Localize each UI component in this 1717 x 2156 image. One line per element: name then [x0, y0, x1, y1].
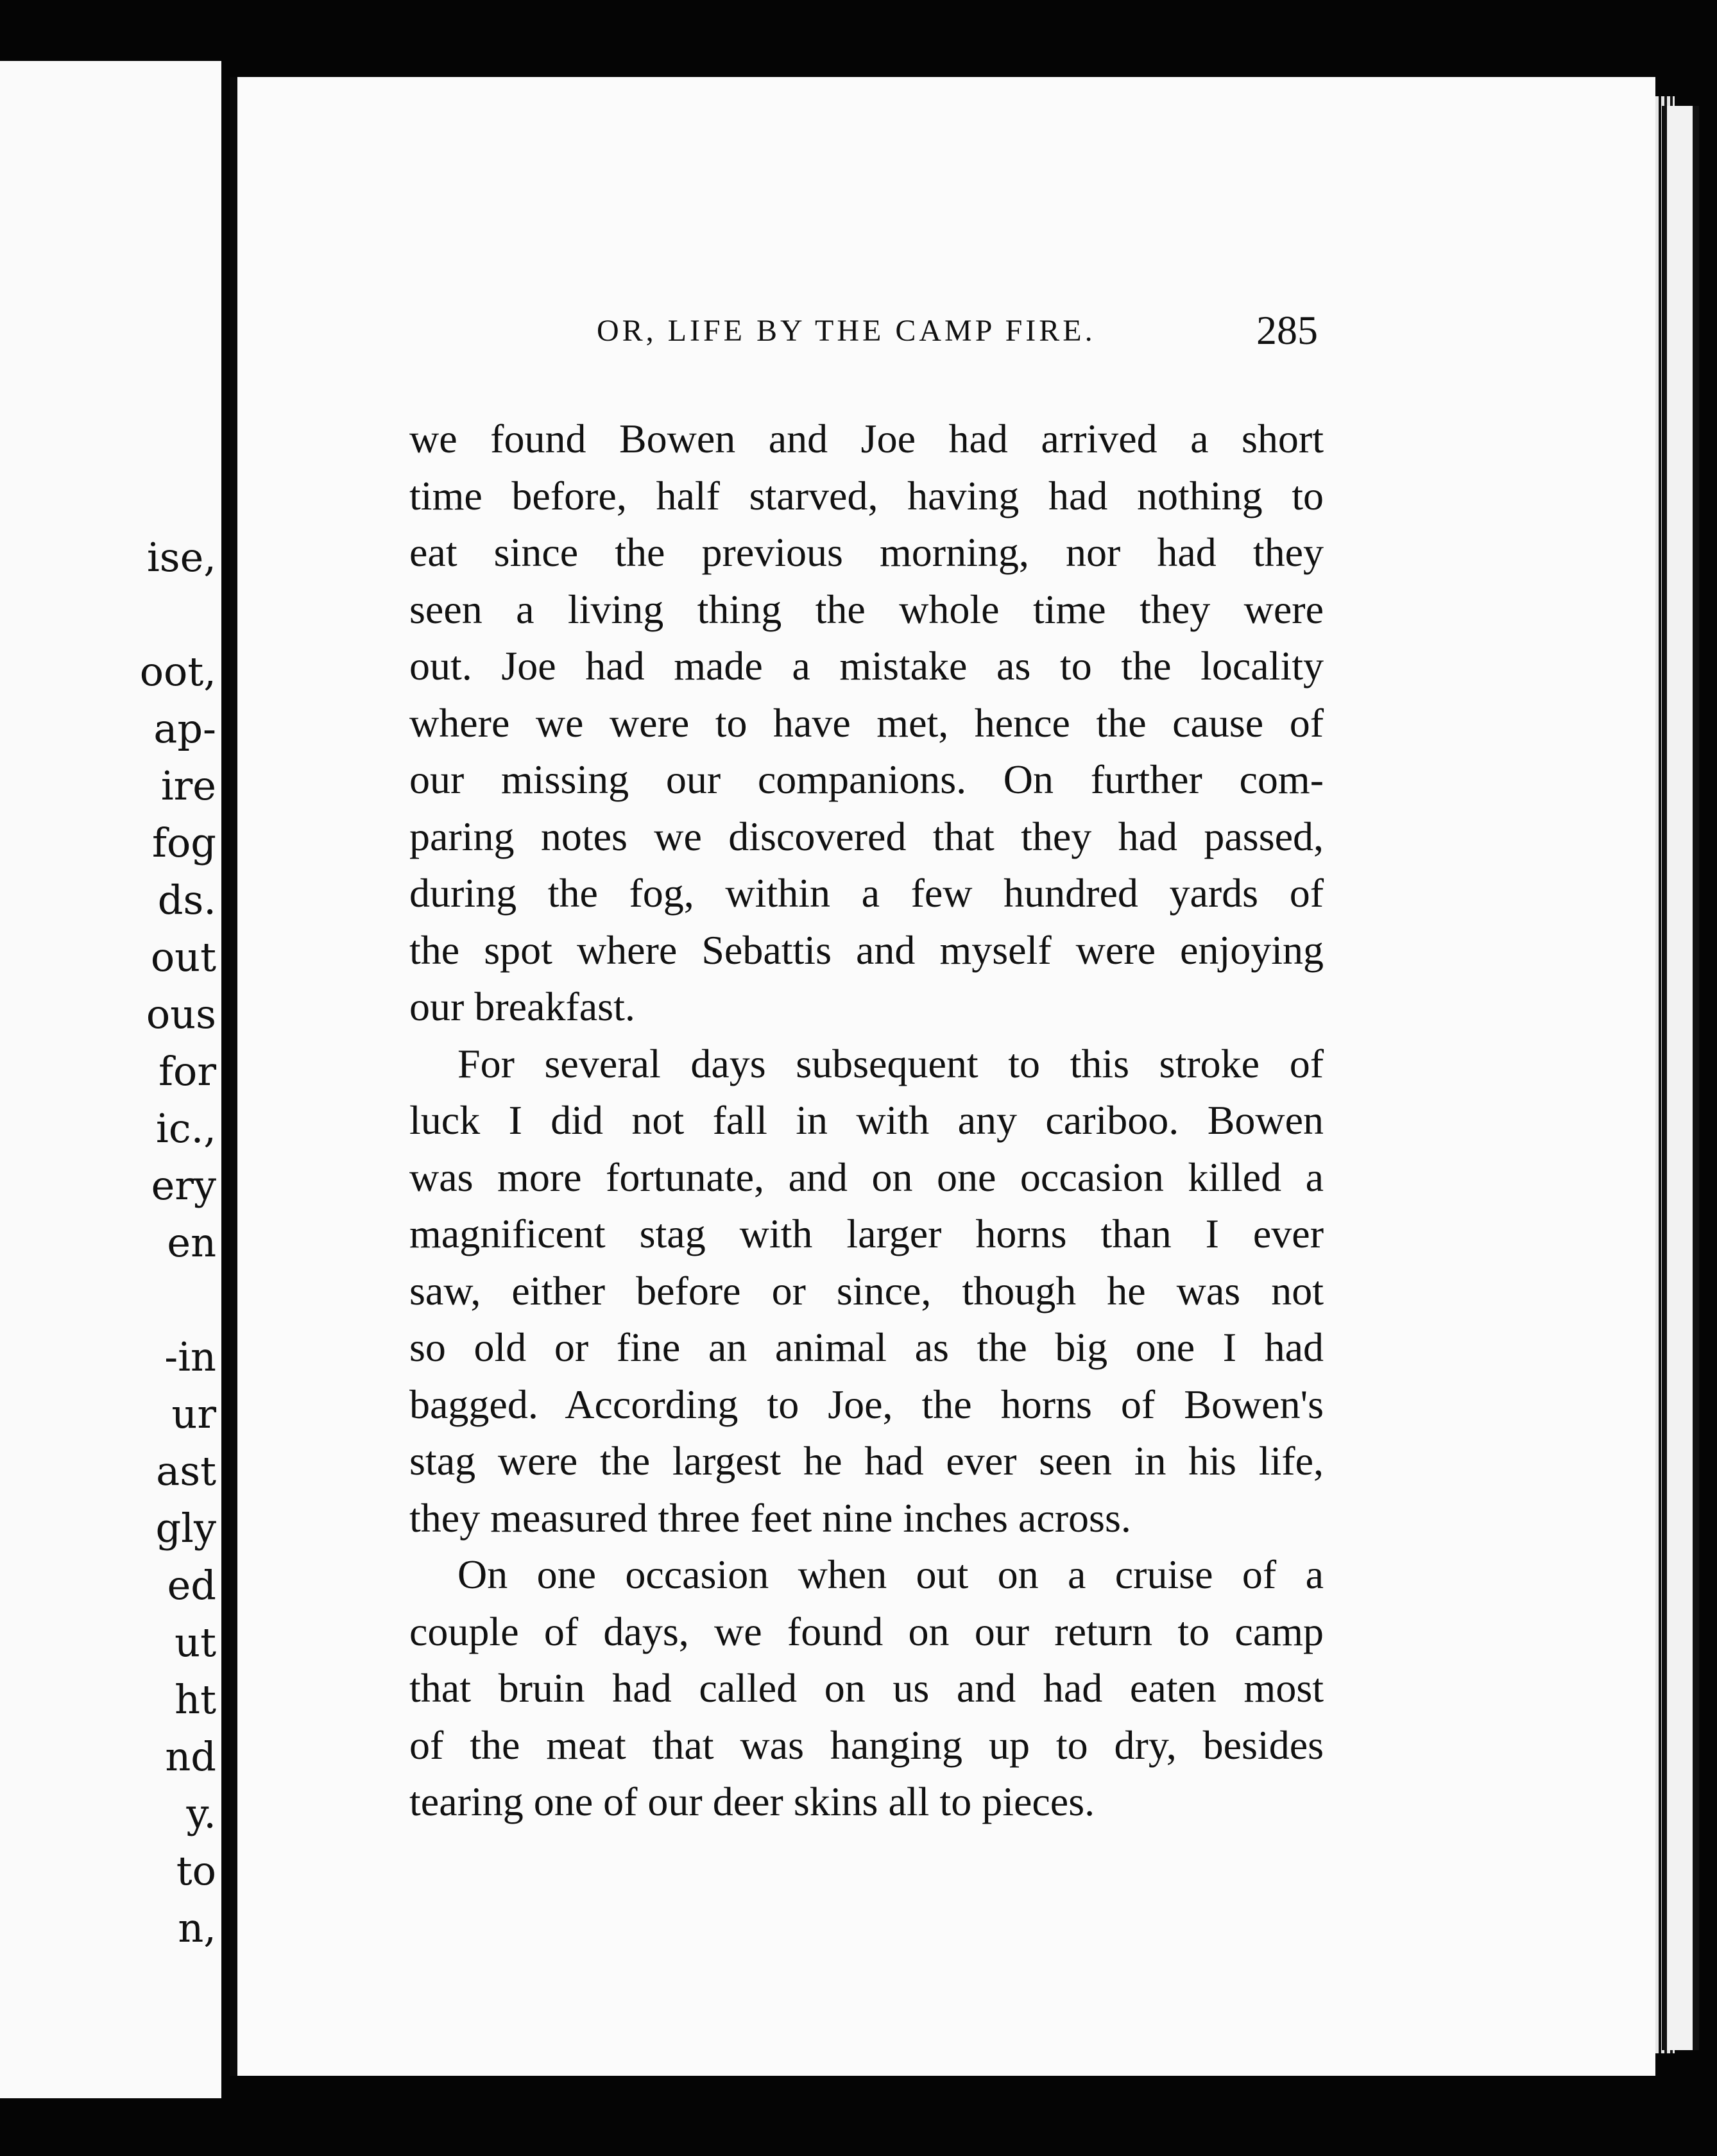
facing-line: oot, — [139, 648, 216, 695]
text-line: time before, half starved, having had nothing to — [409, 472, 1324, 518]
facing-line: ous — [146, 991, 216, 1038]
paragraph — [409, 1036, 1324, 1547]
facing-line: ut — [175, 1619, 216, 1666]
text-line: during the fog, within a few hundred yards of — [409, 870, 1324, 916]
facing-line: to — [176, 1847, 216, 1894]
text-line: eat since the previous morning, nor had they — [409, 529, 1324, 575]
facing-line: ed — [167, 1562, 216, 1609]
text-line: they measured three feet nine inches across. — [409, 1494, 1131, 1541]
facing-page — [0, 61, 221, 2098]
facing-line: ic., — [156, 1105, 216, 1152]
paragraph — [409, 411, 1324, 1036]
text-line: luck I did not fall in with any cariboo. Bowen — [409, 1097, 1324, 1143]
facing-line: out — [150, 934, 216, 980]
text-line: of the meat that was hanging up to dry, besides — [409, 1722, 1324, 1768]
paragraph — [409, 1546, 1324, 1831]
facing-line: for — [158, 1048, 216, 1095]
text-line: we found Bowen and Joe had arrived a short — [409, 416, 1324, 461]
text-line: saw, either before or since, though he was not — [409, 1267, 1324, 1313]
facing-page-text — [96, 472, 216, 2014]
text-line: so old or fine an animal as the big one I had — [409, 1324, 1324, 1370]
text-line: tearing one of our deer skins all to pieces. — [409, 1779, 1095, 1824]
facing-line: ise, — [146, 534, 216, 581]
facing-line: ire — [160, 762, 216, 809]
facing-line: ery — [151, 1162, 216, 1209]
text-line: our missing our companions. On further com- — [409, 757, 1324, 802]
text-line: magnificent stag with larger horns than I ever — [409, 1211, 1324, 1256]
text-line: bagged. According to Joe, the horns of Bowen's — [409, 1381, 1324, 1427]
facing-line: -in — [164, 1333, 216, 1380]
page-number: 285 — [1256, 307, 1318, 353]
body-text — [409, 411, 1324, 1831]
text-line: was more fortunate, and on one occasion killed a — [409, 1154, 1324, 1200]
text-line: stag were the largest he had ever seen in his life, — [409, 1438, 1324, 1484]
facing-line: ht — [175, 1676, 216, 1723]
text-line: For several days subsequent to this stroke of — [457, 1040, 1324, 1086]
text-line: couple of days, we found on our return to camp — [409, 1608, 1324, 1654]
facing-line: ap- — [153, 705, 216, 752]
facing-line: y. — [186, 1790, 216, 1837]
text-line: seen a living thing the whole time they were — [409, 586, 1324, 632]
text-line: out. Joe had made a mistake as to the locality — [409, 643, 1324, 689]
facing-line: ur — [171, 1390, 216, 1437]
text-line: the spot where Sebattis and myself were enjoying — [409, 927, 1324, 973]
page-edge-strip — [1662, 106, 1699, 2050]
facing-line: n, — [178, 1904, 216, 1951]
facing-line: en — [167, 1219, 216, 1266]
running-head: OR, LIFE BY THE CAMP FIRE. — [597, 314, 1096, 348]
text-line: our breakfast. — [409, 984, 635, 1029]
text-line: paring notes we discovered that they had passed, — [409, 813, 1324, 859]
text-line: that bruin had called on us and had eaten most — [409, 1665, 1324, 1711]
facing-line: nd — [165, 1733, 216, 1780]
facing-line: ds. — [157, 877, 216, 923]
facing-line: ast — [156, 1448, 216, 1494]
facing-line: fog — [152, 819, 216, 866]
facing-line: gly — [155, 1505, 216, 1552]
text-line: where we were to have met, hence the cause of — [409, 699, 1324, 746]
text-line: On one occasion when out on a cruise of a — [457, 1552, 1324, 1597]
